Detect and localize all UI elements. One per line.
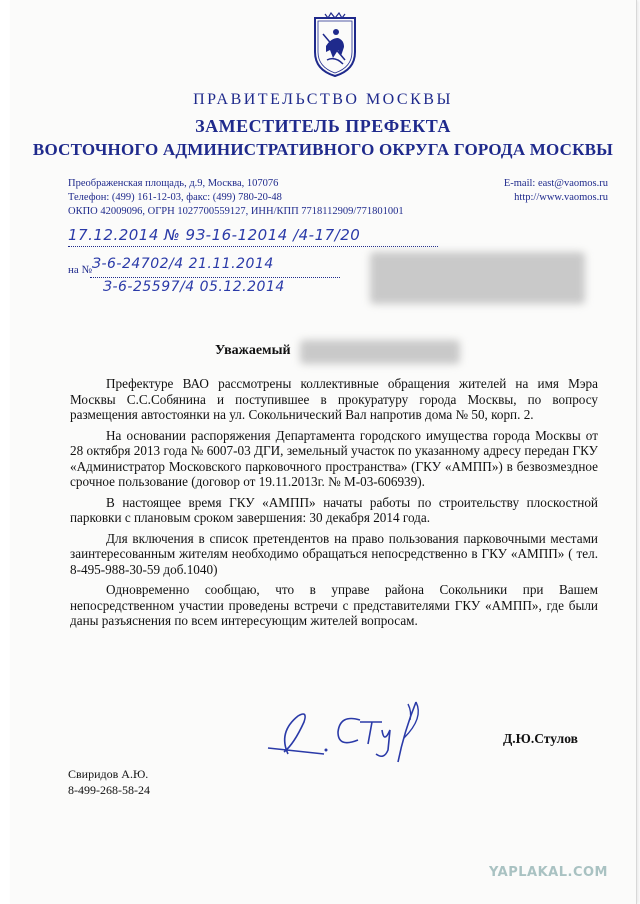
paragraph-2: На основании распоряжения Департамента городского имущества города Москвы от 28 октября 2013 года № 6007-03 ДГИ, земельный участок по указанному адресу передан ГКУ «Администратор Московского парковочного пространства» (ГКУ «АМПП») в безвозмездное срочное пользование (договор от 19.11.2013г. № М-03-606939).	[70, 427, 598, 489]
executor-block	[68, 766, 150, 798]
handwritten-signature	[264, 692, 434, 772]
signatory-name: Д.Ю.Стулов	[503, 731, 578, 746]
outgoing-number: 17.12.2014 № 9З-16-12014 /4-17/20	[68, 226, 361, 244]
greeting: Уважаемый	[215, 343, 291, 358]
paragraph-3: В настоящее время ГКУ «АМПП» начаты работы по строительству плоскостной парковки с плановым сроком завершения: 30 декабря 2014 года.	[70, 494, 598, 525]
letter-page	[10, 0, 637, 904]
government-title: ПРАВИТЕЛЬСТВО МОСКВЫ	[193, 91, 453, 108]
reference-prefix: на №	[68, 264, 93, 276]
redacted-addressee	[370, 252, 585, 304]
paragraph-1: Префектуре ВАО рассмотрены коллективные обращения жителей на имя Мэра Москвы С.С.Собянина и поступившее в прокуратуру города Москвы, по вопросу размещения автостоянки на ул. Сокольнический Вал напротив дома № 50, корп. 2.	[70, 376, 598, 422]
site-watermark: YAPLAKAL.COM	[489, 865, 608, 880]
executor-name: Свиридов А.Ю.	[68, 767, 149, 781]
redacted-name	[300, 340, 460, 364]
reference-number-2: З-6-25597/4 05.12.2014	[103, 279, 285, 295]
registration-codes: ОКПО 42009096, ОГРН 1027700559127, ИНН/КПП 7718112909/771801001	[68, 206, 404, 217]
moscow-coat-of-arms-icon	[311, 12, 359, 80]
paragraph-5: Одновременно сообщаю, что в управе района Сокольники при Вашем непосредственном участии проведены встречи с представителями ГКУ «АМПП», где были даны разъяснения по всем интересующим жителей вопросам.	[70, 582, 598, 628]
executor-phone: 8-499-268-58-24	[68, 783, 150, 797]
reference-line	[90, 277, 340, 278]
paragraph-4: Для включения в список претендентов на право пользования парковочными местами заинтересованным жителям необходимо обращаться непосредственно в ГКУ «АМПП» ( тел. 8-495-988-30-59 доб.1040)	[70, 530, 598, 577]
website: http://www.vaomos.ru	[514, 192, 608, 203]
letter-body	[70, 376, 598, 634]
district-title: ВОСТОЧНОГО АДМИНИСТРАТИВНОГО ОКРУГА ГОРОДА МОСКВЫ	[32, 140, 614, 159]
address: Преображенская площадь, д.9, Москва, 107076	[68, 178, 279, 189]
reference-number-1: З-6-24702/4 21.11.2014	[92, 256, 274, 272]
email: E-mail: east@vaomos.ru	[503, 178, 608, 189]
outgoing-number-line	[68, 246, 438, 247]
position-title: ЗАМЕСТИТЕЛЬ ПРЕФЕКТА	[195, 116, 451, 136]
phone: Телефон: (499) 161-12-03, факс: (499) 780-20-48	[68, 192, 282, 203]
letterhead-contacts	[68, 177, 608, 219]
